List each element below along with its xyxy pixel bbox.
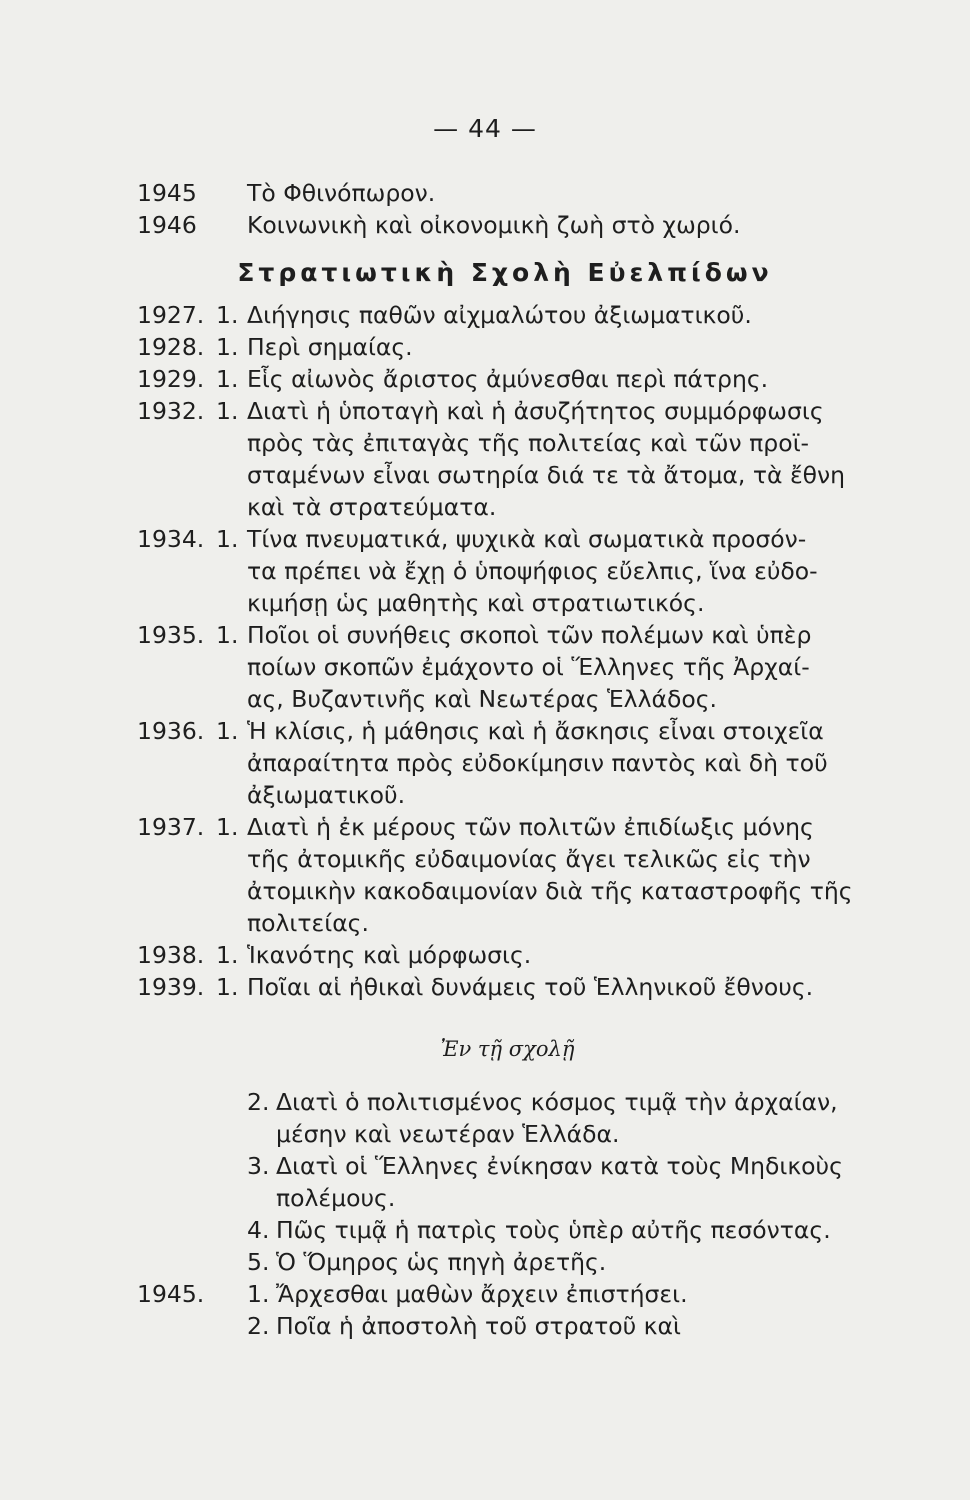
- entry-text: Διατὶ ὁ πολιτισμένος κόσμος τιμᾷ τὴν ἀρχαίαν,: [276, 1088, 838, 1116]
- entry-number: 1.: [216, 397, 239, 425]
- entry-number: 1.: [216, 621, 239, 649]
- entry-number: 5.: [247, 1248, 270, 1276]
- entry-year: 1934.: [137, 525, 205, 553]
- entry-line: [0, 1213, 970, 1247]
- entry-line: [0, 810, 970, 844]
- entry-line: [0, 394, 970, 428]
- entry-text: Διατὶ οἱ Ἕλληνες ἐνίκησαν κατὰ τοὺς Μηδικοὺς: [276, 1152, 843, 1180]
- entry-text: ποίων σκοπῶν ἐμάχοντο οἱ Ἕλληνες τῆς Ἀρχαί-: [247, 653, 810, 681]
- entry-year: 1928.: [137, 333, 205, 361]
- page-number: — 44 —: [433, 114, 537, 143]
- entry-year: 1932.: [137, 397, 205, 425]
- entry-line: [0, 970, 970, 1004]
- entry-year: 1927.: [137, 301, 205, 329]
- entry-year: 1945.: [137, 1280, 205, 1308]
- entry-number: 1.: [216, 333, 239, 361]
- entry-number: 1.: [216, 813, 239, 841]
- entry-text: Περὶ σημαίας.: [247, 333, 413, 361]
- entry-number: 1.: [216, 941, 239, 969]
- entry-number: 4.: [247, 1216, 270, 1244]
- entry-line: [0, 1117, 970, 1151]
- entry-text: Διήγησις παθῶν αἰχμαλώτου ἀξιωματικοῦ.: [247, 301, 752, 329]
- entry-line: [0, 208, 970, 242]
- entry-text: κιμήσῃ ὡς μαθητὴς καὶ στρατιωτικός.: [247, 589, 705, 617]
- entry-line: [0, 842, 970, 876]
- section-heading: Στρατιωτικὴ Σχολὴ Εὐελπίδων: [237, 258, 773, 287]
- entry-year: 1936.: [137, 717, 205, 745]
- entry-number: 2.: [247, 1312, 270, 1340]
- entry-text: σταμένων εἶναι σωτηρία διά τε τὰ ἄτομα, τὰ ἔθνη: [247, 461, 846, 489]
- entry-line: [0, 554, 970, 588]
- entry-year: 1929.: [137, 365, 205, 393]
- entry-number: 1.: [216, 365, 239, 393]
- entry-year: 1945: [137, 179, 197, 207]
- entry-text: καὶ τὰ στρατεύματα.: [247, 493, 497, 521]
- entry-text: Ποῖοι οἱ συνήθεις σκοποὶ τῶν πολέμων καὶ ὑπὲρ: [247, 621, 812, 649]
- entry-line: [0, 298, 970, 332]
- entry-text: Ὁ Ὅμηρος ὡς πηγὴ ἀρετῆς.: [276, 1248, 607, 1276]
- entry-text: Πῶς τιμᾷ ἡ πατρὶς τοὺς ὑπὲρ αὐτῆς πεσόντας.: [276, 1216, 831, 1244]
- entry-line: [0, 874, 970, 908]
- entry-text: Κοινωνικὴ καὶ οἰκονομικὴ ζωὴ στὸ χωριό.: [247, 211, 741, 239]
- entry-text: ἀπαραίτητα πρὸς εὐδοκίμησιν παντὸς καὶ δὴ τοῦ: [247, 749, 828, 777]
- entry-line: [0, 1181, 970, 1215]
- entry-text: ἀτομικὴν κακοδαιμονίαν διὰ τῆς καταστροφῆς τῆς: [247, 877, 853, 905]
- entry-number: 3.: [247, 1152, 270, 1180]
- entry-text: Ἄρχεσθαι μαθὼν ἄρχειν ἐπιστήσει.: [276, 1280, 688, 1308]
- entry-line: [0, 1085, 970, 1119]
- entry-line: [0, 682, 970, 716]
- entry-line: [0, 586, 970, 620]
- entry-line: [0, 906, 970, 940]
- entry-line: [0, 458, 970, 492]
- entry-line: [0, 714, 970, 748]
- entry-year: 1946: [137, 211, 197, 239]
- entry-line: [0, 1277, 970, 1311]
- entry-text: ἀξιωματικοῦ.: [247, 781, 406, 809]
- entry-text: πολέμους.: [276, 1184, 396, 1212]
- entry-text: Διατὶ ἡ ὑποταγὴ καὶ ἡ ἀσυζήτητος συμμόρφωσις: [247, 397, 824, 425]
- entry-number: 1.: [247, 1280, 270, 1308]
- entry-line: [0, 176, 970, 210]
- entry-number: 1.: [216, 301, 239, 329]
- entry-text: Τὸ Φθινόπωρον.: [247, 179, 436, 207]
- entry-number: 1.: [216, 525, 239, 553]
- entry-line: [0, 1149, 970, 1183]
- entry-line: [0, 650, 970, 684]
- entry-line: [0, 362, 970, 396]
- entry-line: [0, 746, 970, 780]
- entry-text: Ἱκανότης καὶ μόρφωσις.: [247, 941, 532, 969]
- entry-text: Ἡ κλίσις, ἡ μάθησις καὶ ἡ ἄσκησις εἶναι στοιχεῖα: [247, 717, 824, 745]
- entry-line: [0, 618, 970, 652]
- entry-text: Διατὶ ἡ ἐκ μέρους τῶν πολιτῶν ἐπιδίωξις μόνης: [247, 813, 814, 841]
- entry-text: Τίνα πνευματικά, ψυχικὰ καὶ σωματικὰ προσόν-: [247, 525, 807, 553]
- entry-year: 1937.: [137, 813, 205, 841]
- entry-line: [0, 938, 970, 972]
- entry-line: [0, 490, 970, 524]
- subheading: Ἐν τῇ σχολῇ: [440, 1037, 575, 1061]
- entry-number: 2.: [247, 1088, 270, 1116]
- entry-number: 1.: [216, 717, 239, 745]
- entry-line: [0, 1309, 970, 1343]
- entry-text: τα πρέπει νὰ ἔχῃ ὁ ὑποψήφιος εὔελπις, ἵνα εὐδο-: [247, 557, 818, 585]
- entry-text: μέσην καὶ νεωτέραν Ἑλλάδα.: [276, 1120, 620, 1148]
- entry-text: τῆς ἀτομικῆς εὐδαιμονίας ἄγει τελικῶς εἰς τὴν: [247, 845, 811, 873]
- entry-year: 1939.: [137, 973, 205, 1001]
- entry-year: 1938.: [137, 941, 205, 969]
- entry-line: [0, 522, 970, 556]
- entry-text: Ποῖαι αἱ ἠθικαὶ δυνάμεις τοῦ Ἑλληνικοῦ ἔθνους.: [247, 973, 814, 1001]
- entry-line: [0, 778, 970, 812]
- entry-line: [0, 426, 970, 460]
- entry-number: 1.: [216, 973, 239, 1001]
- entry-line: [0, 330, 970, 364]
- entry-text: Εἷς αἰωνὸς ἄριστος ἀμύνεσθαι περὶ πάτρης.: [247, 365, 769, 393]
- entry-line: [0, 1245, 970, 1279]
- entry-year: 1935.: [137, 621, 205, 649]
- entry-text: πρὸς τὰς ἐπιταγὰς τῆς πολιτείας καὶ τῶν προϊ-: [247, 429, 810, 457]
- entry-text: ας, Βυζαντινῆς καὶ Νεωτέρας Ἑλλάδος.: [247, 685, 717, 713]
- entry-text: πολιτείας.: [247, 909, 369, 937]
- entry-text: Ποῖα ἡ ἀποστολὴ τοῦ στρατοῦ καὶ: [276, 1312, 681, 1340]
